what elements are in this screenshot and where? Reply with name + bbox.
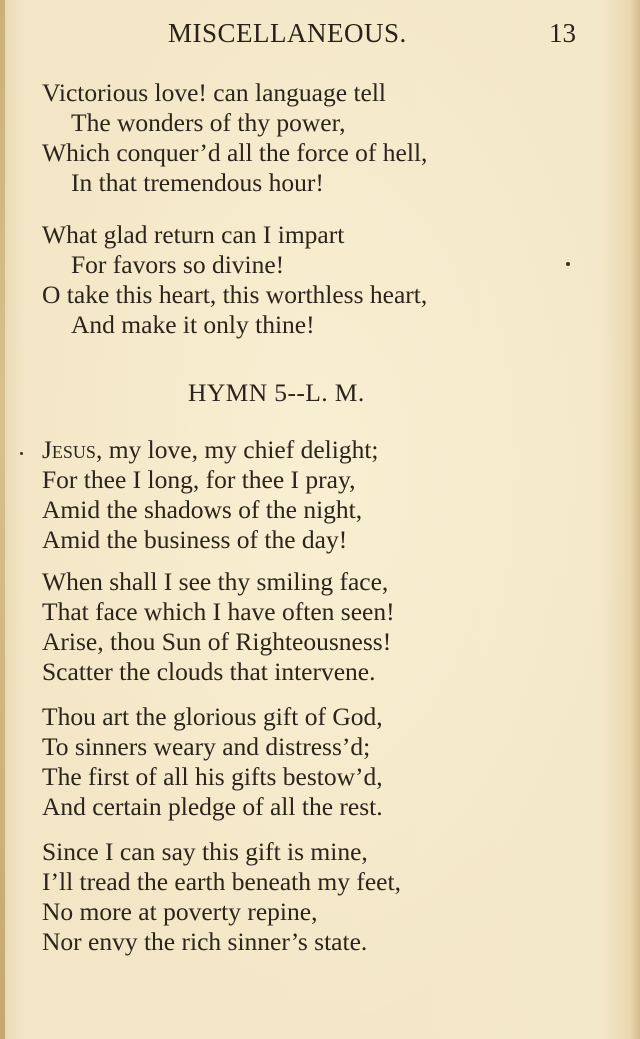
verse-line: No more at poverty repine, [42,897,318,926]
verse-line: Amid the shadows of the night, [42,495,363,524]
verse-line-rest: , my love, my chief delight; [95,435,379,464]
stanza [42,220,427,340]
verse-line: When shall I see thy smiling face, [42,567,389,596]
stanza [42,567,395,687]
stanza [42,78,427,198]
verse-line: Scatter the clouds that intervene. [42,657,376,686]
stanza [42,702,383,822]
print-speck [566,262,570,266]
verse-line: And make it only thine! [71,310,315,339]
stanza [42,435,379,555]
verse-line: O take this heart, this worthless heart, [42,280,428,309]
verse-line: In that tremendous hour! [71,168,324,197]
verse-line: For thee I long, for thee I pray, [42,465,356,494]
verse-line: That face which I have often seen! [42,597,395,626]
verse-line: The wonders of thy power, [71,108,346,137]
verse-line: I’ll tread the earth beneath my feet, [42,867,401,896]
verse-line: And certain pledge of all the rest. [42,792,383,821]
verse-line: Amid the business of the day! [42,525,348,554]
verse-line: Which conquer’d all the force of hell, [42,138,428,167]
verse-line: For favors so divine! [71,250,285,279]
verse-line: Victorious love! can language tell [42,78,387,107]
hymn-title: HYMN 5--L. M. [188,378,365,407]
running-head: MISCELLANEOUS. [168,18,407,48]
page-number: 13 [549,18,576,48]
stanza [42,837,401,957]
page-gutter-edge [0,0,5,1039]
verse-line: The first of all his gifts bestow’d, [42,762,383,791]
verse-line: Since I can say this gift is mine, [42,837,368,866]
print-speck [20,452,23,455]
verse-line: Arise, thou Sun of Righteousness! [42,627,392,656]
verse-line: Nor envy the rich sinner’s state. [42,927,368,956]
verse-line: What glad return can I impart [42,220,345,249]
verse-line [42,435,379,465]
verse-line: Thou art the glorious gift of God, [42,702,383,731]
verse-line: To sinners weary and distress’d; [42,732,371,761]
hymn-first-word: Jesus [42,435,96,464]
